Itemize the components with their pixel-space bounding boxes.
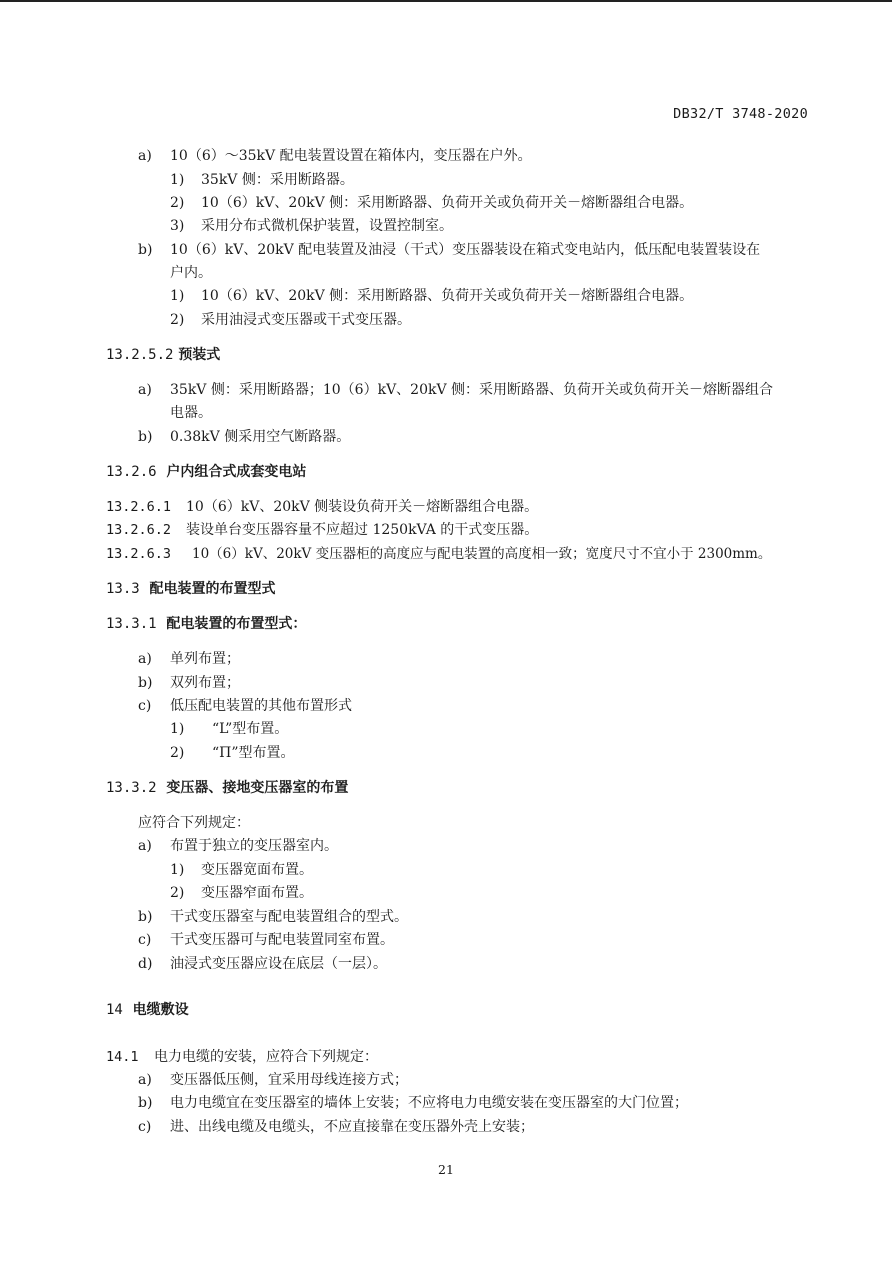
list-item bbox=[138, 428, 350, 446]
list-item bbox=[170, 311, 411, 329]
list-item bbox=[138, 697, 352, 715]
continuation-text: 户内。 bbox=[170, 265, 212, 281]
document-code: DB32/T 3748-2020 bbox=[673, 106, 808, 122]
clause bbox=[106, 545, 771, 563]
top-border-line bbox=[0, 0, 892, 2]
list-item bbox=[138, 1071, 408, 1089]
list-item-text: “L”型布置。 bbox=[212, 721, 289, 737]
list-item-text: 布置于独立的变压器室内。 bbox=[170, 838, 338, 854]
paragraph-text: 应符合下列规定： bbox=[138, 815, 250, 831]
clause-text: 装设单台变压器容量不应超过 1250kVA 的干式变压器。 bbox=[186, 522, 539, 538]
list-item-text: 35kV 侧：采用断路器；10（6）kV、20kV 侧：采用断路器、负荷开关或负荷开关－熔断器组合 bbox=[170, 382, 774, 398]
list-item bbox=[138, 1094, 688, 1112]
list-item-text: 10（6）kV、20kV 侧：采用断路器、负荷开关或负荷开关－熔断器组合电器。 bbox=[201, 195, 694, 211]
list-item bbox=[138, 650, 240, 668]
heading-text: 户内组合式成套变电站 bbox=[166, 464, 307, 480]
list-marker: c) bbox=[138, 932, 152, 948]
clause-text: 电力电缆的安装，应符合下列规定： bbox=[154, 1049, 378, 1065]
list-item-text: 采用分布式微机保护装置，设置控制室。 bbox=[201, 218, 453, 234]
list-marker: b) bbox=[138, 1095, 153, 1111]
heading-text: 配电装置的布置型式： bbox=[166, 616, 307, 632]
list-item-text: “Π”型布置。 bbox=[212, 745, 295, 761]
list-item bbox=[170, 720, 288, 738]
list-marker: 2) bbox=[170, 885, 185, 901]
heading-number: 13.3.2 bbox=[106, 780, 157, 796]
list-item-text: 干式变压器室与配电装置组合的型式。 bbox=[170, 909, 408, 925]
list-marker: b) bbox=[138, 429, 153, 445]
list-marker: 1) bbox=[170, 288, 185, 304]
list-item bbox=[138, 955, 387, 973]
list-marker: 1) bbox=[170, 862, 185, 878]
list-marker: a) bbox=[138, 838, 152, 854]
list-item-text: 变压器宽面布置。 bbox=[201, 862, 313, 878]
list-item-text: 变压器低压侧，宜采用母线连接方式； bbox=[170, 1072, 408, 1088]
list-item bbox=[138, 147, 532, 165]
list-marker: a) bbox=[138, 651, 152, 667]
list-item-text: 10（6）～35kV 配电装置设置在箱体内，变压器在户外。 bbox=[170, 148, 532, 164]
list-item bbox=[138, 908, 408, 926]
list-item bbox=[138, 1118, 534, 1136]
clause-text: 10（6）kV、20kV 侧装设负荷开关－熔断器组合电器。 bbox=[186, 499, 539, 515]
section-heading bbox=[106, 580, 275, 598]
heading-number: 13.2.6 bbox=[106, 464, 157, 480]
list-item bbox=[138, 931, 394, 949]
list-marker: 1) bbox=[170, 172, 185, 188]
list-marker: a) bbox=[138, 1072, 152, 1088]
heading-text: 配电装置的布置型式 bbox=[149, 581, 276, 597]
list-item bbox=[170, 217, 453, 235]
heading-number: 13.3.1 bbox=[106, 616, 157, 632]
list-marker: b) bbox=[138, 242, 153, 258]
list-item bbox=[170, 861, 313, 879]
list-item-text: 采用油浸式变压器或干式变压器。 bbox=[201, 312, 411, 328]
section-heading bbox=[106, 463, 306, 481]
heading-number: 13.3 bbox=[106, 581, 140, 597]
list-item-text: 低压配电装置的其他布置形式 bbox=[170, 698, 352, 714]
list-marker: 1) bbox=[170, 721, 185, 737]
section-heading bbox=[106, 346, 220, 364]
list-item-text: 变压器窄面布置。 bbox=[201, 885, 313, 901]
heading-number: 14 bbox=[106, 1002, 123, 1018]
clause-number: 13.2.6.2 bbox=[106, 522, 172, 538]
list-marker: 3) bbox=[170, 218, 185, 234]
heading-text: 变压器、接地变压器室的布置 bbox=[166, 780, 349, 796]
list-item bbox=[170, 287, 693, 305]
list-item bbox=[138, 241, 760, 259]
list-item-text: 油浸式变压器应设在底层（一层）。 bbox=[170, 956, 387, 972]
clause-number: 14.1 bbox=[106, 1049, 139, 1065]
list-item bbox=[138, 381, 773, 399]
list-item-text: 单列布置； bbox=[170, 651, 240, 667]
list-item bbox=[170, 744, 295, 762]
list-marker: a) bbox=[138, 382, 152, 398]
list-marker: c) bbox=[138, 698, 152, 714]
list-item-text: 进、出线电缆及电缆头，不应直接靠在变压器外壳上安装； bbox=[170, 1119, 534, 1135]
list-item-text: 干式变压器可与配电装置同室布置。 bbox=[170, 932, 394, 948]
list-marker: 2) bbox=[170, 312, 185, 328]
chapter-heading bbox=[106, 1001, 189, 1019]
clause bbox=[106, 1048, 378, 1066]
list-item-text: 10（6）kV、20kV 配电装置及油浸（干式）变压器装设在箱式变电站内，低压配电装置装设在 bbox=[170, 242, 761, 258]
list-item bbox=[138, 837, 338, 855]
list-marker: b) bbox=[138, 675, 153, 691]
list-marker: c) bbox=[138, 1119, 152, 1135]
list-item-text: 35kV 侧：采用断路器。 bbox=[201, 172, 354, 188]
heading-text: 电缆敷设 bbox=[132, 1002, 189, 1018]
clause bbox=[106, 498, 538, 516]
heading-text: 预装式 bbox=[178, 347, 221, 363]
clause-number: 13.2.6.3 bbox=[106, 546, 172, 562]
heading-number: 13.2.5.2 bbox=[106, 347, 174, 363]
list-marker: 2) bbox=[170, 195, 185, 211]
page-number: 21 bbox=[438, 1162, 454, 1177]
list-item bbox=[170, 884, 313, 902]
section-heading bbox=[106, 779, 348, 797]
list-marker: b) bbox=[138, 909, 153, 925]
clause bbox=[106, 521, 538, 539]
clause-number: 13.2.6.1 bbox=[106, 499, 172, 515]
list-item-text: 电力电缆宜在变压器室的墙体上安装；不应将电力电缆安装在变压器室的大门位置； bbox=[170, 1095, 688, 1111]
list-item-text: 10（6）kV、20kV 侧：采用断路器、负荷开关或负荷开关－熔断器组合电器。 bbox=[201, 288, 694, 304]
section-heading bbox=[106, 615, 306, 633]
list-item-text: 双列布置； bbox=[170, 675, 240, 691]
list-item-text: 0.38kV 侧采用空气断路器。 bbox=[170, 429, 351, 445]
list-marker: a) bbox=[138, 148, 152, 164]
clause-text: 10（6）kV、20kV 变压器柜的高度应与配电装置的高度相一致；宽度尺寸不宜小于 2300mm。 bbox=[192, 546, 772, 562]
list-item bbox=[170, 171, 354, 189]
list-marker: 2) bbox=[170, 745, 185, 761]
list-marker: d) bbox=[138, 956, 153, 972]
list-item bbox=[138, 674, 240, 692]
continuation-text: 电器。 bbox=[170, 405, 212, 421]
list-item bbox=[170, 194, 693, 212]
